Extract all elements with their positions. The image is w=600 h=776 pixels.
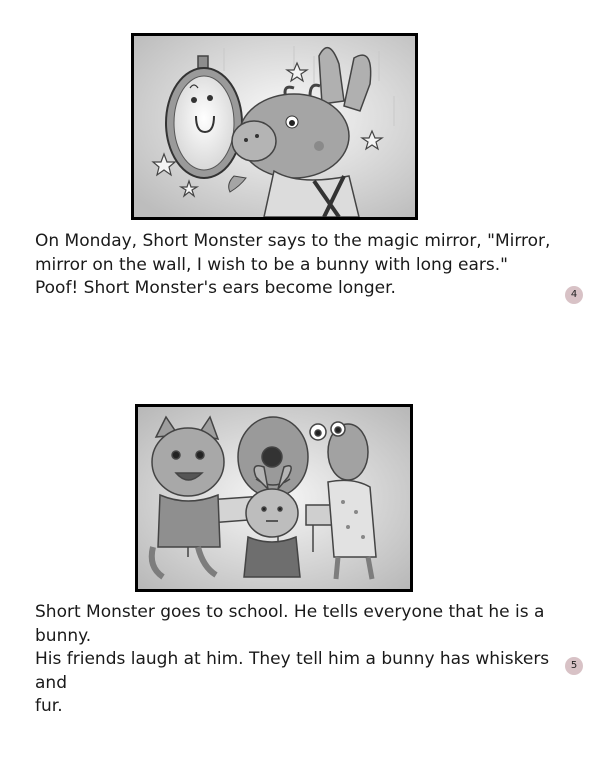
illustration-mirror	[131, 33, 418, 220]
text-line: fur.	[35, 696, 63, 716]
page-number-badge: 4	[565, 286, 583, 304]
illustration-classroom	[135, 404, 413, 592]
story-text-page-4	[35, 230, 555, 301]
round-monster-drawing	[238, 417, 308, 497]
page-number-badge: 5	[565, 657, 583, 675]
text-line: His friends laugh at him. They tell him a bunny has whiskers and	[35, 649, 550, 693]
text-line: Short Monster goes to school. He tells everyone that he is a	[35, 602, 545, 622]
text-line: bunny.	[35, 625, 92, 646]
story-text-page-5	[35, 601, 555, 719]
text-line: mirror on the wall, I wish to be a bunny with long ears."	[35, 254, 508, 275]
text-line: On Monday, Short Monster says to the magic mirror, "Mirror,	[35, 231, 551, 251]
text-line: Poof! Short Monster's ears become longer.	[35, 278, 396, 298]
